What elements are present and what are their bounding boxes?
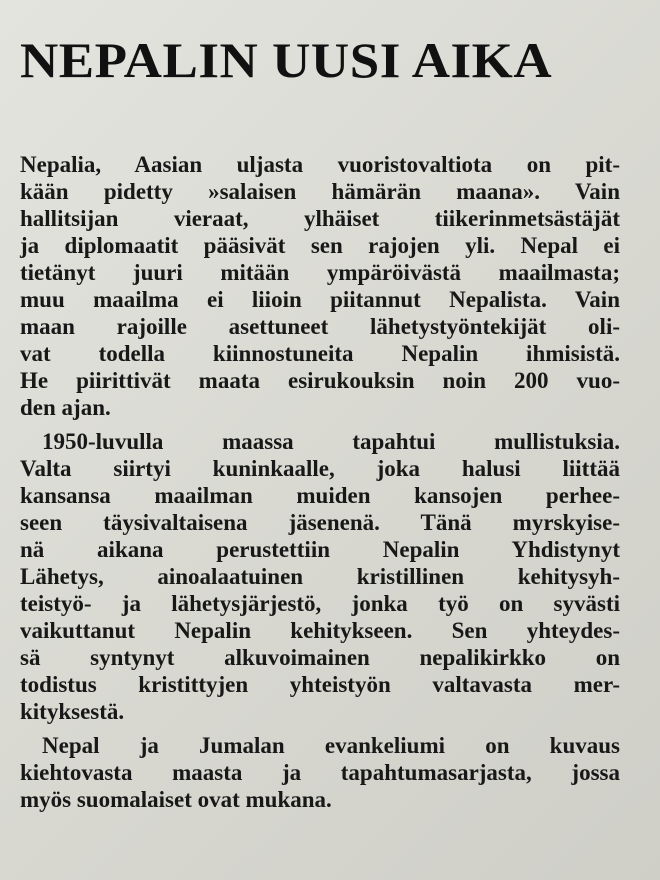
text-line: todistus kristittyjen yhteistyön valtavasta mer- — [20, 672, 620, 697]
text-line: seen täysivaltaisena jäsenenä. Tänä myrskyise- — [20, 510, 620, 535]
text-line: nä aikana perustettiin Nepalin Yhdistynyt — [20, 537, 620, 562]
text-line: ja diplomaatit pääsivät sen rajojen yli. Nepal ei — [20, 233, 620, 258]
text-line: vat todella kiinnostuneita Nepalin ihmisistä. — [20, 341, 620, 366]
text-line: kansansa maailman muiden kansojen perhee- — [20, 483, 620, 508]
text-line: He piirittivät maata esirukouksin noin 200 vuo- — [20, 368, 620, 393]
text-line: muu maailma ei liioin piitannut Nepalista. Vain — [20, 287, 620, 312]
body-text — [20, 151, 620, 813]
text-line: hallitsijan vieraat, ylhäiset tiikerinmetsästäjät — [20, 206, 620, 231]
paragraph-3 — [20, 732, 620, 813]
text-line: tietänyt juuri mitään ympäröivästä maailmasta; — [20, 260, 620, 285]
text-line: myös suomalaiset ovat mukana. — [20, 787, 332, 812]
paragraph-2 — [20, 428, 620, 725]
page-title: NEPALIN UUSI AIKA — [20, 32, 553, 88]
text-line: Nepal ja Jumalan evankeliumi on kuvaus — [42, 733, 620, 758]
text-line: den ajan. — [20, 395, 111, 420]
text-line: Nepalia, Aasian uljasta vuoristovaltiota on pit- — [20, 152, 620, 177]
text-line: kityksestä. — [20, 699, 125, 724]
text-line: Lähetys, ainoalaatuinen kristillinen kehitysyh- — [20, 564, 620, 589]
paragraph-1 — [20, 151, 620, 421]
text-line: vaikuttanut Nepalin kehitykseen. Sen yhteydes- — [20, 618, 620, 643]
text-line: kään pidetty »salaisen hämärän maana». Vain — [20, 179, 620, 204]
text-line: maan rajoille asettuneet lähetystyöntekijät oli- — [20, 314, 620, 339]
text-line: 1950-luvulla maassa tapahtui mullistuksia. — [42, 429, 620, 454]
text-line: sä syntynyt alkuvoimainen nepalikirkko on — [20, 645, 620, 670]
text-line: teistyö- ja lähetysjärjestö, jonka työ on syvästi — [20, 591, 620, 616]
text-line: Valta siirtyi kuninkaalle, joka halusi liittää — [20, 456, 620, 481]
text-line: kiehtovasta maasta ja tapahtumasarjasta, jossa — [20, 760, 620, 785]
